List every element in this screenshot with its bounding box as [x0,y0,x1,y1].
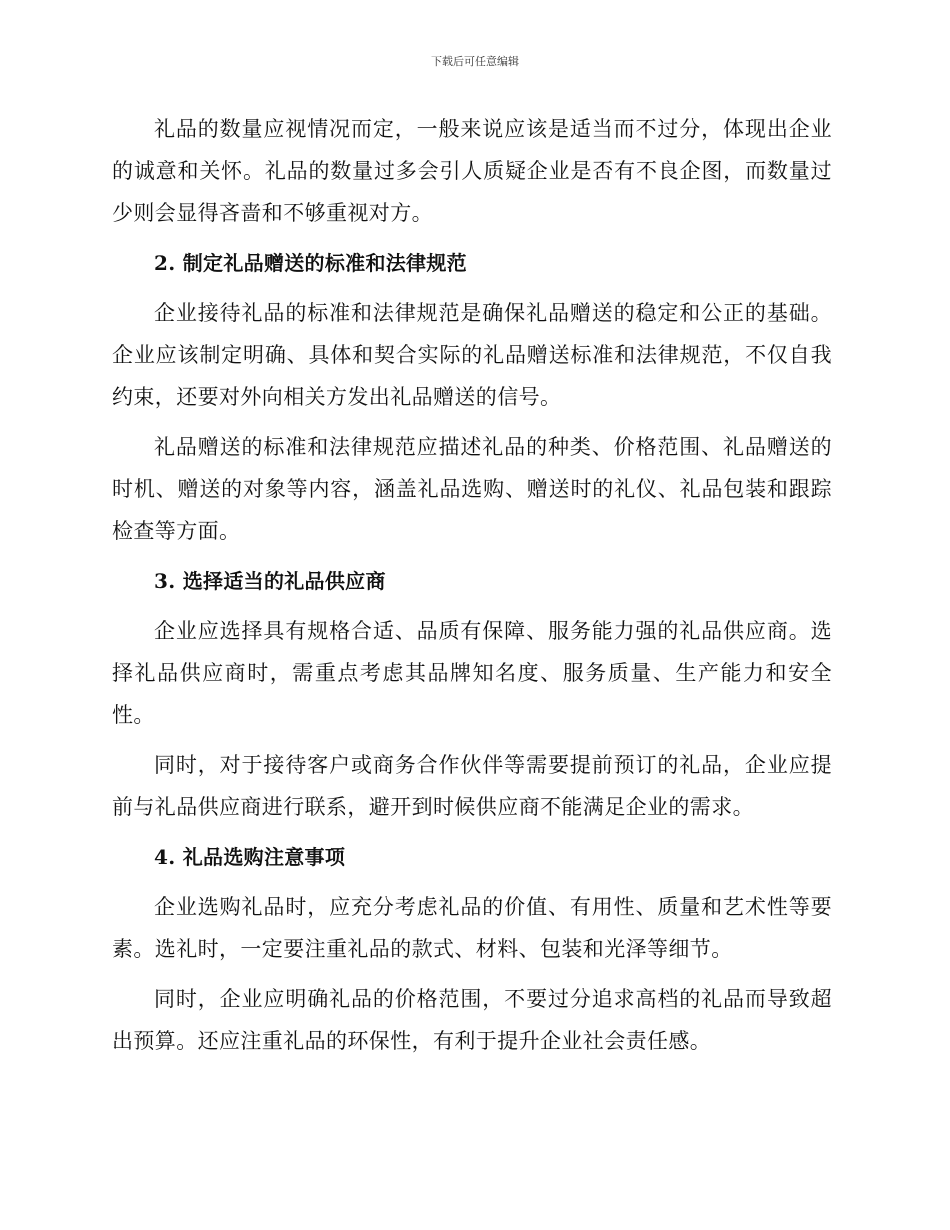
page-header: 下载后可任意编辑 [431,55,519,68]
paragraph-supplier-selection: 企业应选择具有规格合适、品质有保障、服务能力强的礼品供应商。选择礼品供应商时，需重点考虑其品牌知名度、服务质量、生产能力和安全性。 [112,619,832,727]
heading-section-4: 4. 礼品选购注意事项 [154,845,346,869]
paragraph-standards-content: 礼品赠送的标准和法律规范应描述礼品的种类、价格范围、礼品赠送的时机、赠送的对象等内容，涵盖礼品选购、赠送时的礼仪、礼品包装和跟踪检查等方面。 [112,435,832,543]
paragraph-price-range: 同时，企业应明确礼品的价格范围，不要过分追求高档的礼品而导致超出预算。还应注重礼品的环保性，有利于提升企业社会责任感。 [112,987,832,1053]
document-body [112,108,832,1062]
paragraph-purchase-factors: 企业选购礼品时，应充分考虑礼品的价值、有用性、质量和艺术性等要素。选礼时，一定要注重礼品的款式、材料、包装和光泽等细节。 [112,895,832,961]
paragraph-supplier-contact: 同时，对于接待客户或商务合作伙伴等需要提前预订的礼品，企业应提前与礼品供应商进行联系，避开到时候供应商不能满足企业的需求。 [112,753,832,819]
heading-section-2: 2. 制定礼品赠送的标准和法律规范 [154,251,467,275]
paragraph-gift-quantity: 礼品的数量应视情况而定，一般来说应该是适当而不过分，体现出企业的诚意和关怀。礼品的数量过多会引人质疑企业是否有不良企图，而数量过少则会显得吝啬和不够重视对方。 [112,117,832,225]
heading-section-3: 3. 选择适当的礼品供应商 [154,569,386,593]
paragraph-standards-basis: 企业接待礼品的标准和法律规范是确保礼品赠送的稳定和公正的基础。企业应该制定明确、具体和契合实际的礼品赠送标准和法律规范，不仅自我约束，还要对外向相关方发出礼品赠送的信号。 [112,301,832,409]
